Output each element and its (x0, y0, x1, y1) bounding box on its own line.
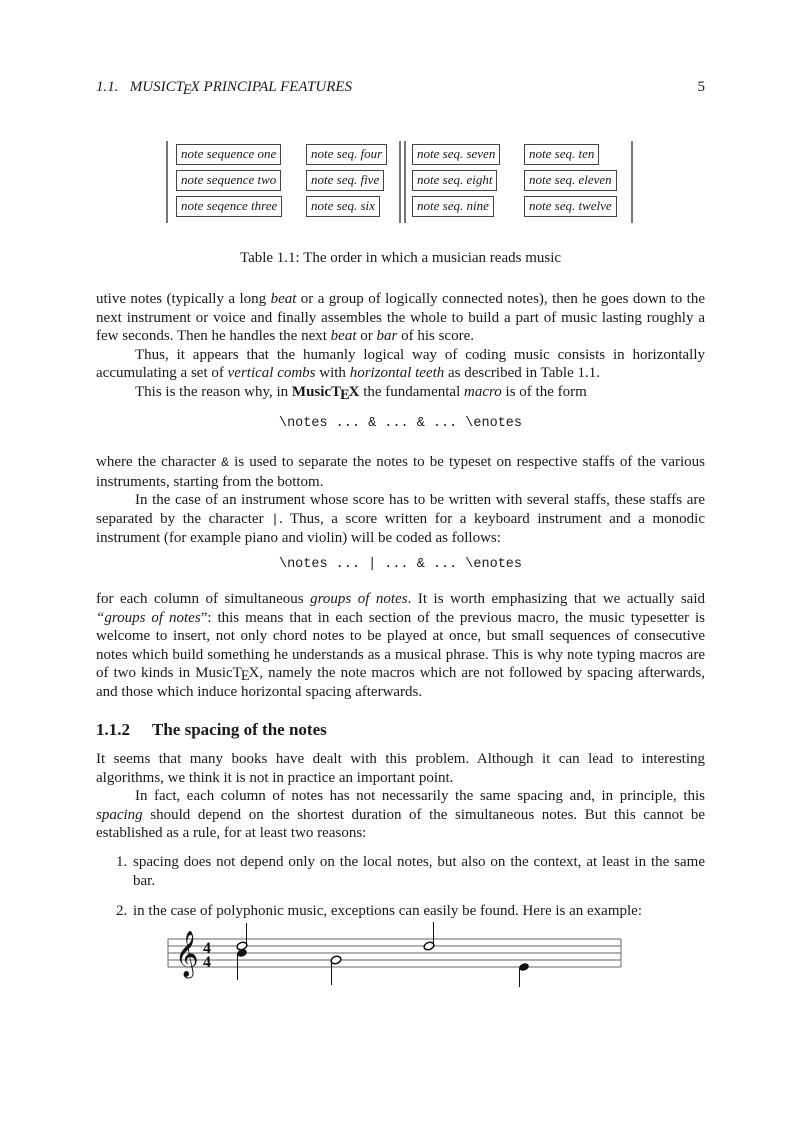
note-sequence-cell: note seq. eight (412, 170, 497, 191)
body-text-block (96, 290, 705, 401)
note-sequence-cell: note seq. four (306, 144, 387, 165)
list-item: 2. in the case of polyphonic music, exceptions can easily be found. Here is an example: (116, 903, 643, 919)
body-text-block (96, 750, 705, 843)
paragraph: In the case of an instrument whose score has to be written with several staffs, these staffs are separated by the character |. Thus, a score written for a keyboard instrument and a monodic instrument (for example piano and violin) will be coded as follows: (96, 492, 705, 546)
code-display: \notes ... & ... & ... \enotes (278, 416, 523, 431)
note-sequence-cell: note seqence three (176, 196, 282, 217)
table-column (412, 144, 500, 222)
paragraph: This is the reason why, in MusicTEX the fundamental macro is of the form (135, 383, 587, 403)
table-vertical-rule (399, 141, 401, 223)
page-number: 5 (697, 79, 705, 95)
note-sequence-table (166, 141, 706, 223)
staff (168, 939, 621, 967)
paragraph: It seems that many books have dealt with this problem. Although it can lead to interesting algorithms, we think it is not in practice an important point. (96, 751, 705, 786)
note-sequence-cell: note seq. twelve (524, 196, 617, 217)
note-sequence-cell: note seq. ten (524, 144, 599, 165)
paragraph: for each column of simultaneous groups of notes. It is worth emphasizing that we actually said “groups of notes”: this means that in each section of the previous macro, the music typesetter is welcome to insert, not only chord notes to be played at once, but small sequences of consecutive notes which build something he understands as a musical phrase. This is why note typing macros are of two kinds in MusicTEX, namely the note macros which are not followed by spacing afterwards, and those which induce horizontal spacing afterwards. (96, 591, 705, 700)
list-item: 1. spacing does not depend only on the local notes, but also on the context, at least in the same bar. (116, 854, 705, 889)
table-vertical-rule (631, 141, 633, 223)
paragraph: utive notes (typically a long beat or a group of logically connected notes), then he goes down to the next instrument or voice and finally assembles the whole to build a part of music lasting roughly a few seconds. Then he handles the next beat or bar of his score. (96, 291, 705, 344)
body-text-block (96, 453, 705, 548)
time-signature-bottom: 4 (203, 954, 211, 971)
table-column (306, 144, 387, 222)
code-display: \notes ... | ... & ... \enotes (278, 557, 523, 572)
paragraph: where the character & is used to separate the notes to be typeset on respective staffs of the various instruments, starting from the bottom. (96, 454, 705, 490)
time-signature-top: 4 (203, 940, 211, 957)
paragraph: Thus, it appears that the humanly logical way of coding music consists in horizontally accumulating a set of vertical combs with horizontal teeth as described in Table 1.1. (96, 346, 705, 381)
section-title: The spacing of the notes (152, 720, 327, 739)
note-sequence-cell: note seq. seven (412, 144, 500, 165)
running-head-title: 1.1. MUSICTEX PRINCIPAL FEATURES (96, 79, 353, 98)
running-head (96, 79, 705, 99)
treble-clef-icon: 𝄞 (175, 931, 199, 977)
table-column (524, 144, 617, 222)
note-sequence-cell: note seq. nine (412, 196, 494, 217)
table-caption: Table 1.1: The order in which a musician reads music (239, 250, 562, 266)
section-number: 1.1.2 (96, 720, 130, 739)
section-heading (96, 720, 327, 740)
note-sequence-cell: note seq. eleven (524, 170, 617, 191)
body-text-block (96, 590, 705, 701)
note-sequence-cell: note seq. six (306, 196, 380, 217)
music-example (166, 922, 626, 987)
table-column (176, 144, 282, 222)
note-sequence-cell: note sequence one (176, 144, 281, 165)
table-vertical-rule (404, 141, 406, 223)
paragraph: In fact, each column of notes has not necessarily the same spacing and, in principle, this spacing should depend on the shortest duration of the simultaneous notes. But this cannot be established as a rule, for at least two reasons: (96, 788, 705, 841)
enumerated-list (96, 853, 705, 921)
note-sequence-cell: note seq. five (306, 170, 384, 191)
note-sequence-cell: note sequence two (176, 170, 281, 191)
table-vertical-rule (166, 141, 168, 223)
